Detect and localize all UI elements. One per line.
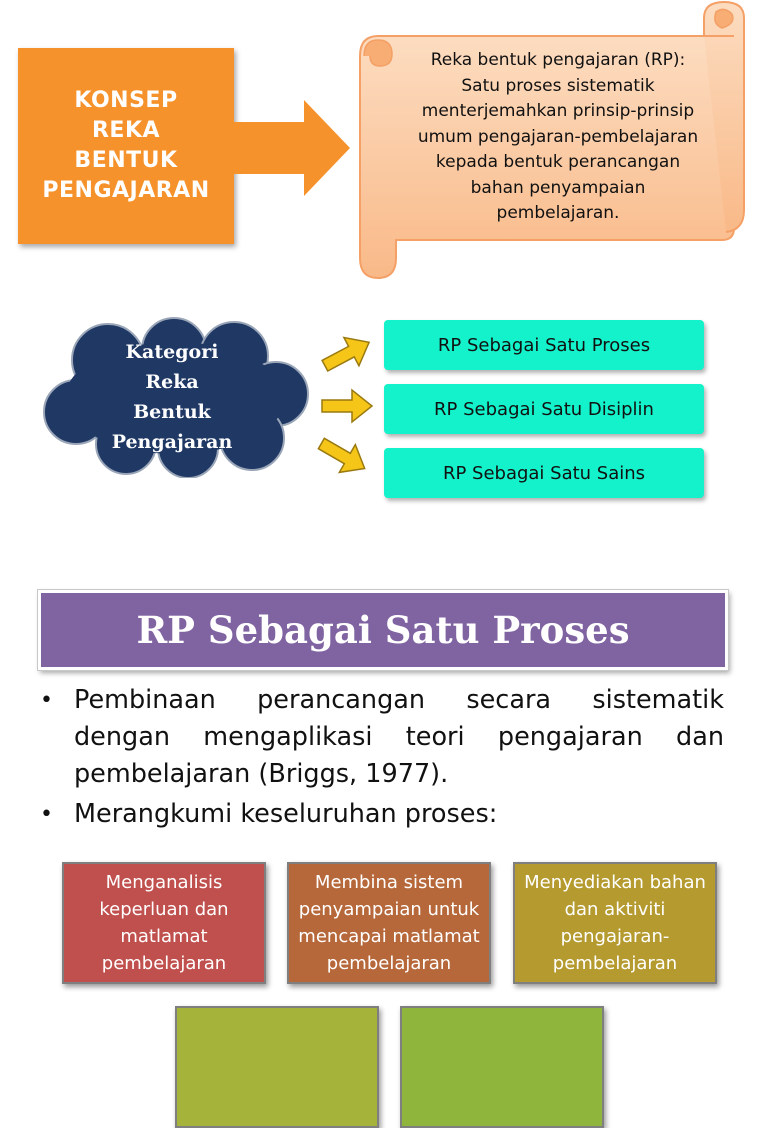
process-box-5 (400, 1006, 604, 1128)
section-banner (38, 590, 728, 670)
yellow-arrow-icon (318, 386, 376, 426)
definition-text: Reka bentuk pengajaran (RP): Satu proses sistematik menterjemahkan prinsip-prinsip umum pengajaran-pembelajaran kepada bentuk perancangan bahan penyampaian pembelajaran. (417, 50, 699, 223)
category-sains-box (384, 448, 704, 498)
yellow-arrow-icon (318, 334, 376, 374)
bullet-symbol: • (40, 688, 53, 713)
process-box-4 (175, 1006, 379, 1128)
yellow-arrow-icon (314, 436, 372, 476)
category-label: RP Sebagai Satu Disiplin (434, 398, 654, 420)
banner-title: RP Sebagai Satu Proses (136, 608, 630, 652)
konsep-label: KONSEP REKA BENTUK PENGAJARAN (42, 88, 210, 203)
bullet-list (40, 682, 724, 836)
bullet-symbol: • (40, 802, 53, 827)
konsep-box (18, 48, 234, 244)
process-label: Menganalisis keperluan dan matlamat pembelajaran (99, 872, 229, 974)
process-label: Membina sistem penyampaian untuk mencapai matlamat pembelajaran (298, 872, 480, 974)
category-disiplin-box (384, 384, 704, 434)
process-label: Menyediakan bahan dan aktiviti pengajaran- pembelajaran (524, 872, 706, 974)
category-label: RP Sebagai Satu Sains (442, 462, 646, 484)
bullet-text: Pembinaan perancangan secara sistematik dengan mengaplikasi teori pengajaran dan pembelajaran (Briggs, 1977). (74, 685, 724, 789)
category-label: RP Sebagai Satu Proses (437, 334, 651, 356)
orange-arrow-icon (232, 100, 352, 196)
kategori-title: Kategori Reka Bentuk Pengajaran (111, 341, 233, 453)
process-box-delivery (287, 862, 491, 984)
process-box-analyse (62, 862, 266, 984)
process-box-materials (513, 862, 717, 984)
bullet-item (40, 682, 724, 793)
bullet-item (40, 796, 724, 833)
bullet-text: Merangkumi keseluruhan proses: (74, 799, 498, 829)
category-proses-box (384, 320, 704, 370)
